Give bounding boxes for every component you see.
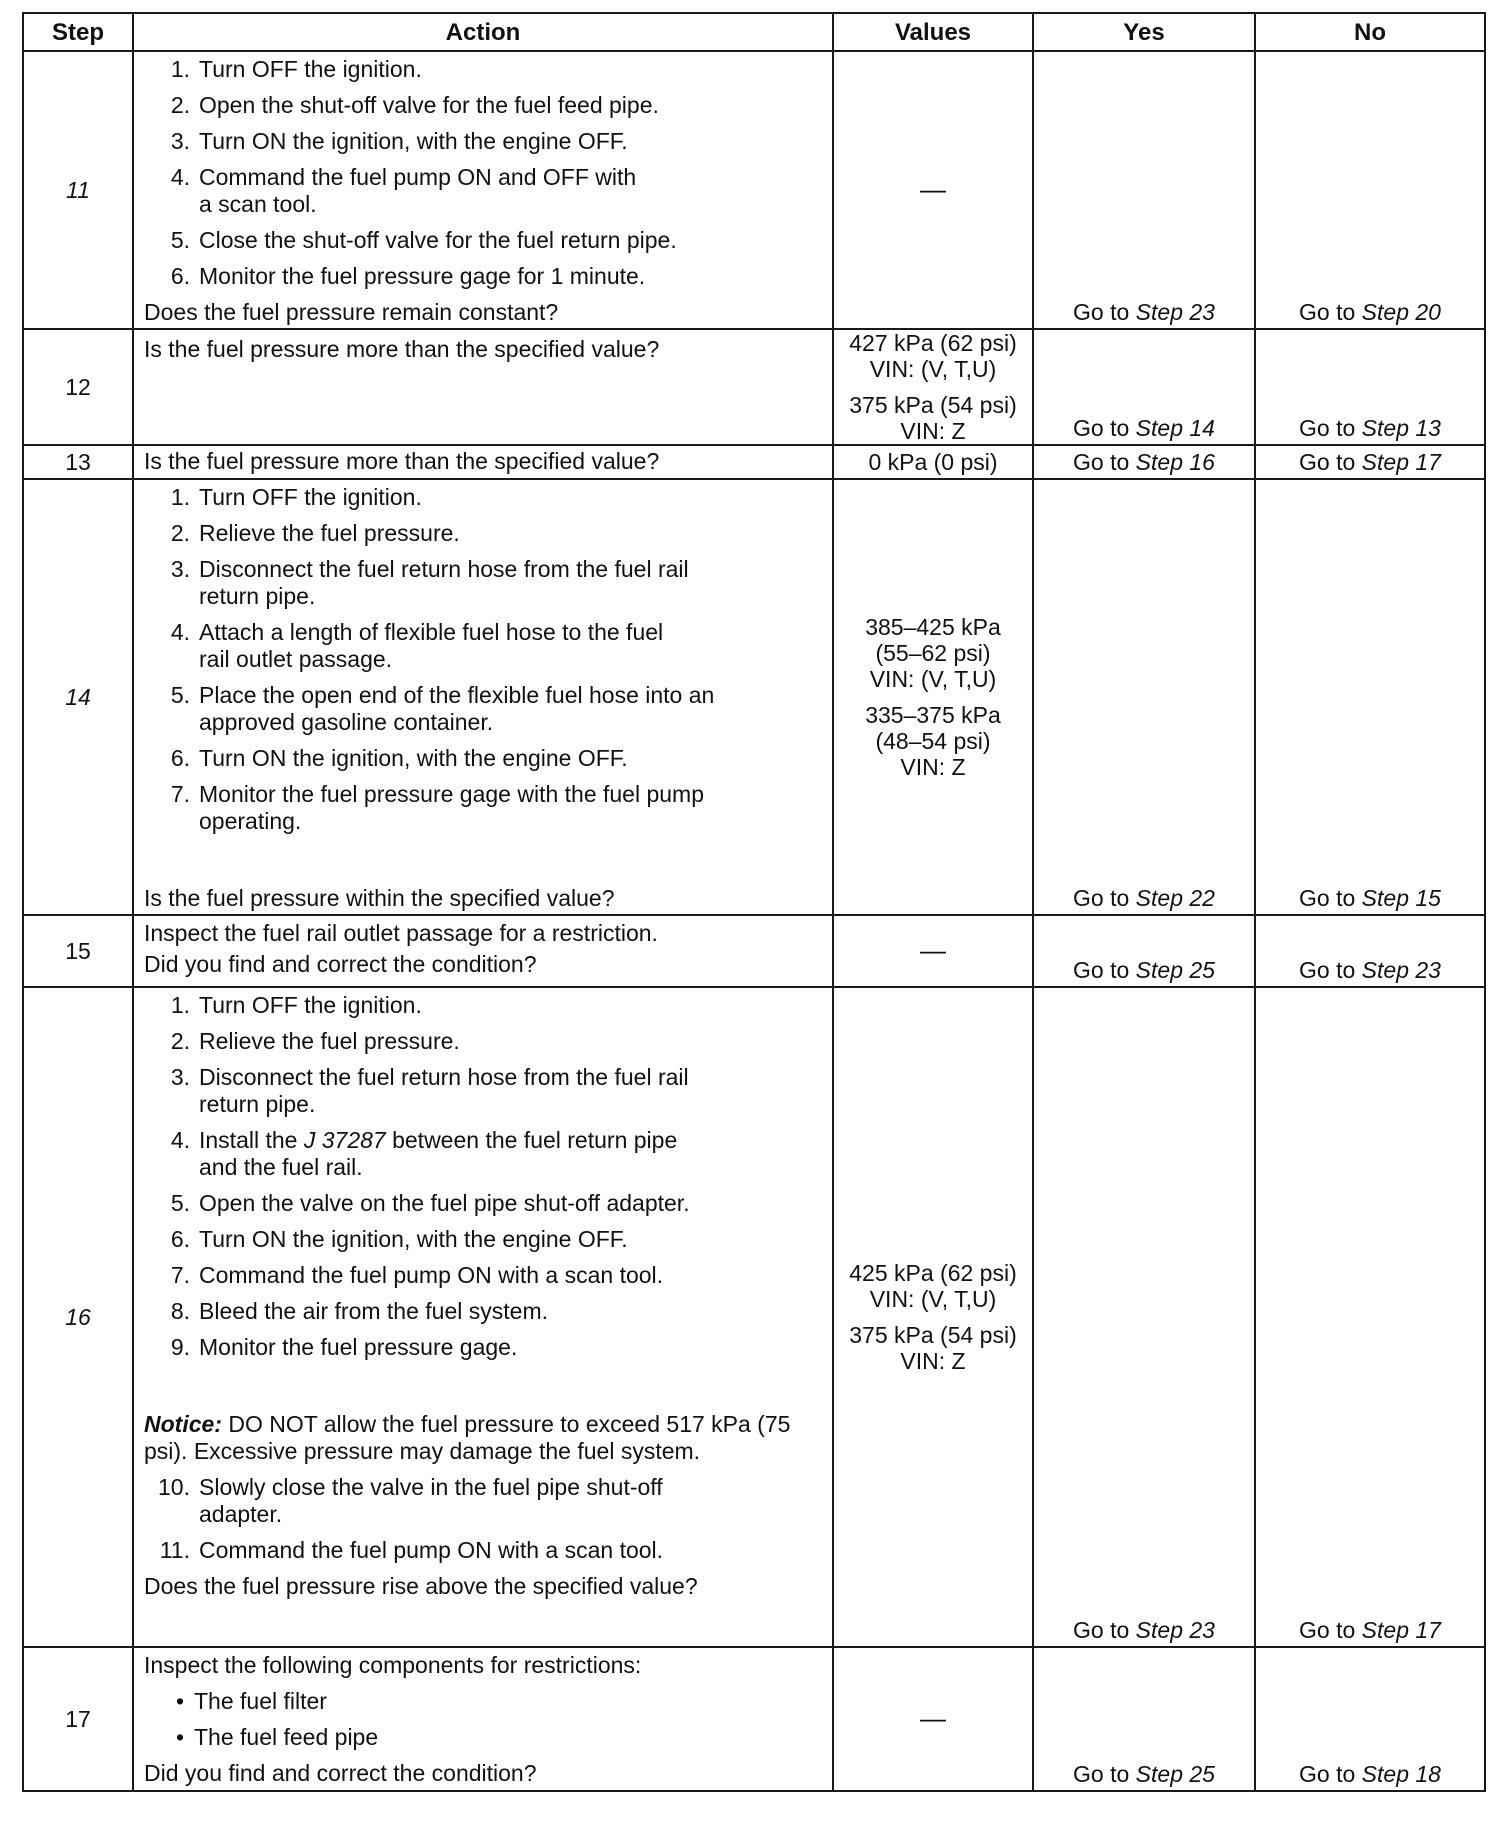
values-cell [833,479,1033,915]
step-number: 12 [23,329,133,445]
list-item: 1. Turn OFF the ignition. [170,56,422,82]
question: Is the fuel pressure within the specified value? [144,885,615,911]
yes-cell: Go to Step 23 [1033,51,1255,329]
yes-step-link[interactable]: Step 22 [1135,885,1215,911]
list-item: 5. Open the valve on the fuel pipe shut-off adapter. [170,1190,690,1216]
yes-step-link[interactable]: Step 25 [1135,1761,1215,1787]
list-item: 4. Install the J 37287 between the fuel return pipe and the fuel rail. [170,1127,678,1180]
no-step-link[interactable]: Step 18 [1361,1761,1441,1787]
list-item: 8. Bleed the air from the fuel system. [170,1298,548,1324]
no-step-link[interactable]: Step 15 [1361,885,1441,911]
no-cell: Go to Step 20 [1255,51,1485,329]
table-row-step-17 [23,1647,1485,1791]
no-cell: Go to Step 18 [1255,1647,1485,1791]
yes-step-link[interactable]: Step 23 [1135,299,1215,325]
question: Did you find and correct the condition? [144,1760,537,1786]
yes-cell: Go to Step 14 [1033,329,1255,445]
list-item: 7. Monitor the fuel pressure gage with the fuel pump operating. [170,781,705,834]
list-item: 11. Command the fuel pump ON with a scan tool. [159,1537,664,1563]
step-number: 17 [23,1647,133,1791]
step-number: 15 [23,915,133,987]
header-step: Step [23,13,133,51]
bullet-icon: • [175,1724,184,1750]
table-row-step-11 [23,51,1485,329]
no-step-link[interactable]: Step 23 [1361,957,1441,983]
yes-cell: Go to Step 25 [1033,1647,1255,1791]
list-item: 4. Attach a length of flexible fuel hose to the fuel rail outlet passage. [170,619,664,672]
empty-dash: — [920,1703,946,1733]
table-row-step-16 [23,987,1485,1647]
list-item: 5. Place the open end of the flexible fuel hose into an approved gasoline container. [170,682,715,735]
notice-label: Notice: [144,1411,222,1437]
question: Does the fuel pressure rise above the specified value? [144,1573,698,1599]
yes-cell: Go to Step 16 [1033,445,1255,479]
no-step-link[interactable]: Step 17 [1361,1617,1441,1643]
yes-step-link[interactable]: Step 14 [1135,415,1215,441]
header-row [23,13,1485,51]
header-action: Action [133,13,833,51]
question: Did you find and correct the condition? [144,951,537,977]
table-row-step-13 [23,445,1485,479]
no-cell: Go to Step 17 [1255,987,1485,1647]
table-row-step-15 [23,915,1485,987]
yes-cell: Go to Step 23 [1033,987,1255,1647]
value-spec: 425 kPa (62 psi) VIN: (V, T,U) [849,1260,1017,1312]
instruction: Inspect the following components for restrictions: [144,1652,642,1678]
header-no: No [1255,13,1485,51]
action-cell [133,445,833,479]
yes-step-link[interactable]: Step 25 [1135,957,1215,983]
list-item: 9. Monitor the fuel pressure gage. [170,1334,518,1360]
values-cell [833,987,1033,1647]
no-cell: Go to Step 15 [1255,479,1485,915]
list-item: 2. Open the shut-off valve for the fuel feed pipe. [170,92,659,118]
values-cell [833,51,1033,329]
values-cell [833,329,1033,445]
tool-reference: J 37287 [303,1127,386,1153]
value-spec: 335–375 kPa (48–54 psi) VIN: Z [865,702,1001,780]
no-step-link[interactable]: Step 20 [1361,299,1441,325]
value-spec: 375 kPa (54 psi) VIN: Z [849,392,1017,444]
action-cell [133,1647,833,1791]
no-step-link[interactable]: Step 13 [1361,415,1441,441]
step-number: 13 [23,445,133,479]
yes-step-link[interactable]: Step 23 [1135,1617,1215,1643]
list-item: 3. Disconnect the fuel return hose from the fuel rail return pipe. [170,1064,689,1117]
step-number: 14 [23,479,133,915]
table-row-step-14 [23,479,1485,915]
values-cell: 0 kPa (0 psi) [833,445,1033,479]
question: Does the fuel pressure remain constant? [144,299,559,325]
step-number: 11 [23,51,133,329]
no-step-link[interactable]: Step 17 [1361,449,1441,475]
list-item: 4. Command the fuel pump ON and OFF with a scan tool. [170,164,637,217]
list-item: • The fuel feed pipe [144,1724,822,1751]
no-cell: Go to Step 13 [1255,329,1485,445]
action-cell [133,915,833,987]
list-item: 7. Command the fuel pump ON with a scan tool. [170,1262,664,1288]
list-item: 10. Slowly close the valve in the fuel pipe shut-off adapter. [158,1474,663,1527]
list-item: 6. Turn ON the ignition, with the engine OFF. [170,745,628,771]
header-values: Values [833,13,1033,51]
yes-step-link[interactable]: Step 16 [1135,449,1215,475]
value-spec: 427 kPa (62 psi) VIN: (V, T,U) [849,330,1017,382]
action-cell [133,329,833,445]
table-row-step-12 [23,329,1485,445]
notice-text: DO NOT allow the fuel pressure to exceed 517 kPa (75 psi). Excessive pressure may damage the fuel system. [144,1411,791,1464]
list-item: 1. Turn OFF the ignition. [170,992,422,1018]
question: Is the fuel pressure more than the specified value? [144,336,660,362]
empty-dash: — [920,935,946,965]
values-cell [833,1647,1033,1791]
no-cell: Go to Step 23 [1255,915,1485,987]
no-cell: Go to Step 17 [1255,445,1485,479]
header-yes: Yes [1033,13,1255,51]
list-item: 3. Turn ON the ignition, with the engine OFF. [170,128,628,154]
list-item: 2. Relieve the fuel pressure. [170,1028,460,1054]
bullet-icon: • [175,1688,184,1714]
list-item: 2. Relieve the fuel pressure. [170,520,460,546]
value-spec: 385–425 kPa (55–62 psi) VIN: (V, T,U) [865,614,1001,692]
diagnostic-table [22,12,1486,1792]
values-cell [833,915,1033,987]
list-item: 5. Close the shut-off valve for the fuel return pipe. [170,227,677,253]
action-cell [133,479,833,915]
yes-cell: Go to Step 22 [1033,479,1255,915]
list-item: 1. Turn OFF the ignition. [170,484,422,510]
empty-dash: — [920,174,946,204]
notice [144,1411,804,1465]
step-number: 16 [23,987,133,1647]
list-item: 6. Monitor the fuel pressure gage for 1 minute. [170,263,646,289]
instruction: Inspect the fuel rail outlet passage for a restriction. [144,920,658,946]
yes-cell: Go to Step 25 [1033,915,1255,987]
list-item: • The fuel filter [144,1688,822,1715]
action-cell [133,987,833,1647]
list-item: 3. Disconnect the fuel return hose from the fuel rail return pipe. [170,556,689,609]
question: Is the fuel pressure more than the specified value? [144,448,660,474]
action-cell [133,51,833,329]
value-spec: 375 kPa (54 psi) VIN: Z [849,1322,1017,1374]
list-item: 6. Turn ON the ignition, with the engine OFF. [170,1226,628,1252]
